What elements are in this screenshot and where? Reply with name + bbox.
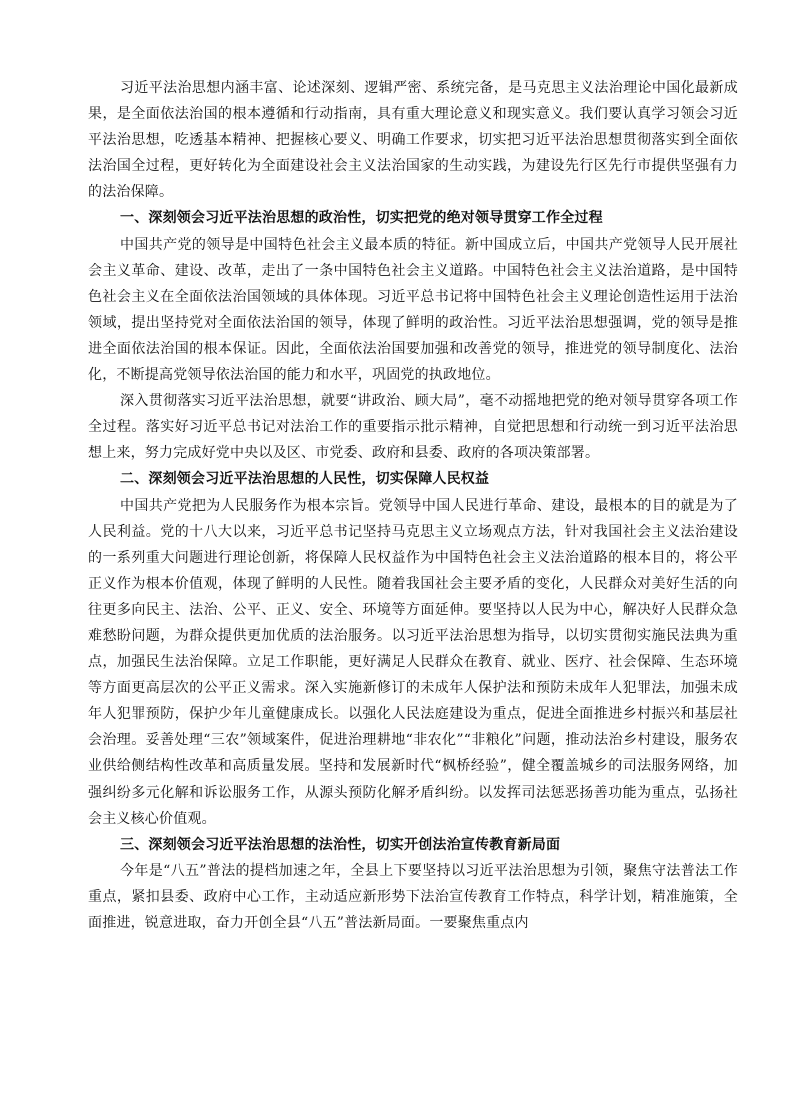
section-3-paragraph-1: 今年是“八五”普法的提档加速之年，全县上下要坚持以习近平法治思想为引领，聚焦守法普法工作重点，紧扣县委、政府中心工作，主动适应新形势下法治宣传教育工作特点，科学计划，精准施策，全面推进，锐意进取，奋力开创全县“八五”普法新局面。一要聚焦重点内 <box>88 862 738 931</box>
section-heading-1: 一、深刻领会习近平法治思想的政治性，切实把党的绝对领导贯穿工作全过程 <box>120 210 603 227</box>
section-heading-3: 三、深刻领会习近平法治思想的法治性，切实开创法治宣传教育新局面 <box>120 836 561 853</box>
section-heading-2: 二、深刻领会习近平法治思想的人民性，切实保障人民权益 <box>120 471 490 488</box>
section-2-paragraph-1: 中国共产党把为人民服务作为根本宗旨。党领导中国人民进行革命、建设，最根本的目的就是为了人民利益。党的十八大以来，习近平总书记坚持马克思主义立场观点方法，针对我国社会主义法治建设的一系列重大问题进行理论创新，将保障人民权益作为中国特色社会主义法治道路的根本目的，将公平正义作为根本价值观，体现了鲜明的人民性。随着我国社会主要矛盾的变化，人民群众对美好生活的向往更多向民主、法治、公平、正义、安全、环境等方面延伸。要坚持以人民为中心，解决好人民群众急难愁盼问题，为群众提供更加优质的法治服务。以习近平法治思想为指导，以切实贯彻实施民法典为重点，加强民生法治保障。立足工作职能，更好满足人民群众在教育、就业、医疗、社会保障、生态环境等方面更高层次的公平正义需求。深入实施新修订的未成年人保护法和预防未成年人犯罪法，加强未成年人犯罪预防，保护少年儿童健康成长。以强化人民法庭建设为重点，促进全面推进乡村振兴和基层社会治理。妥善处理“三农”领域案件，促进治理耕地“非农化”“非粮化”问题，推动法治乡村建设，服务农业供给侧结构性改革和高质量发展。坚持和发展新时代“枫桥经验”，健全覆盖城乡的司法服务网络，加强纠纷多元化解和诉讼服务工作，从源头预防化解矛盾纠纷。以发挥司法惩恶扬善功能为重点，弘扬社会主义核心价值观。 <box>88 497 738 827</box>
section-1-paragraph-1: 中国共产党的领导是中国特色社会主义最本质的特征。新中国成立后，中国共产党领导人民开展社会主义革命、建设、改革，走出了一条中国特色社会主义道路。中国特色社会主义法治道路，是中国特色社会主义在全面依法治国领域的具体体现。习近平总书记将中国特色社会主义理论创造性运用于法治领域，提出坚持党对全面依法治国的领导，体现了鲜明的政治性。习近平法治思想强调，党的领导是推进全面依法治国的根本保证。因此，全面依法治国要加强和改善党的领导，推进党的领导制度化、法治化，不断提高党领导依法治国的能力和水平，巩固党的执政地位。 <box>88 236 738 384</box>
intro-paragraph: 习近平法治思想内涵丰富、论述深刻、逻辑严密、系统完备，是马克思主义法治理论中国化最新成果，是全面依法治国的根本遵循和行动指南，具有重大理论意义和现实意义。我们要认真学习领会习近平法治思想，吃透基本精神、把握核心要义、明确工作要求，切实把习近平法治思想贯彻落实到全面依法治国全过程，更好转化为全面建设社会主义法治国家的生动实践，为建设先行区先行市提供坚强有力的法治保障。 <box>88 80 738 201</box>
section-1-paragraph-2: 深入贯彻落实习近平法治思想，就要“讲政治、顾大局”，毫不动摇地把党的绝对领导贯穿各项工作全过程。落实好习近平总书记对法治工作的重要指示批示精神，自觉把思想和行动统一到习近平法治思想上来，努力完成好党中央以及区、市党委、政府和县委、政府的各项决策部署。 <box>88 393 738 462</box>
